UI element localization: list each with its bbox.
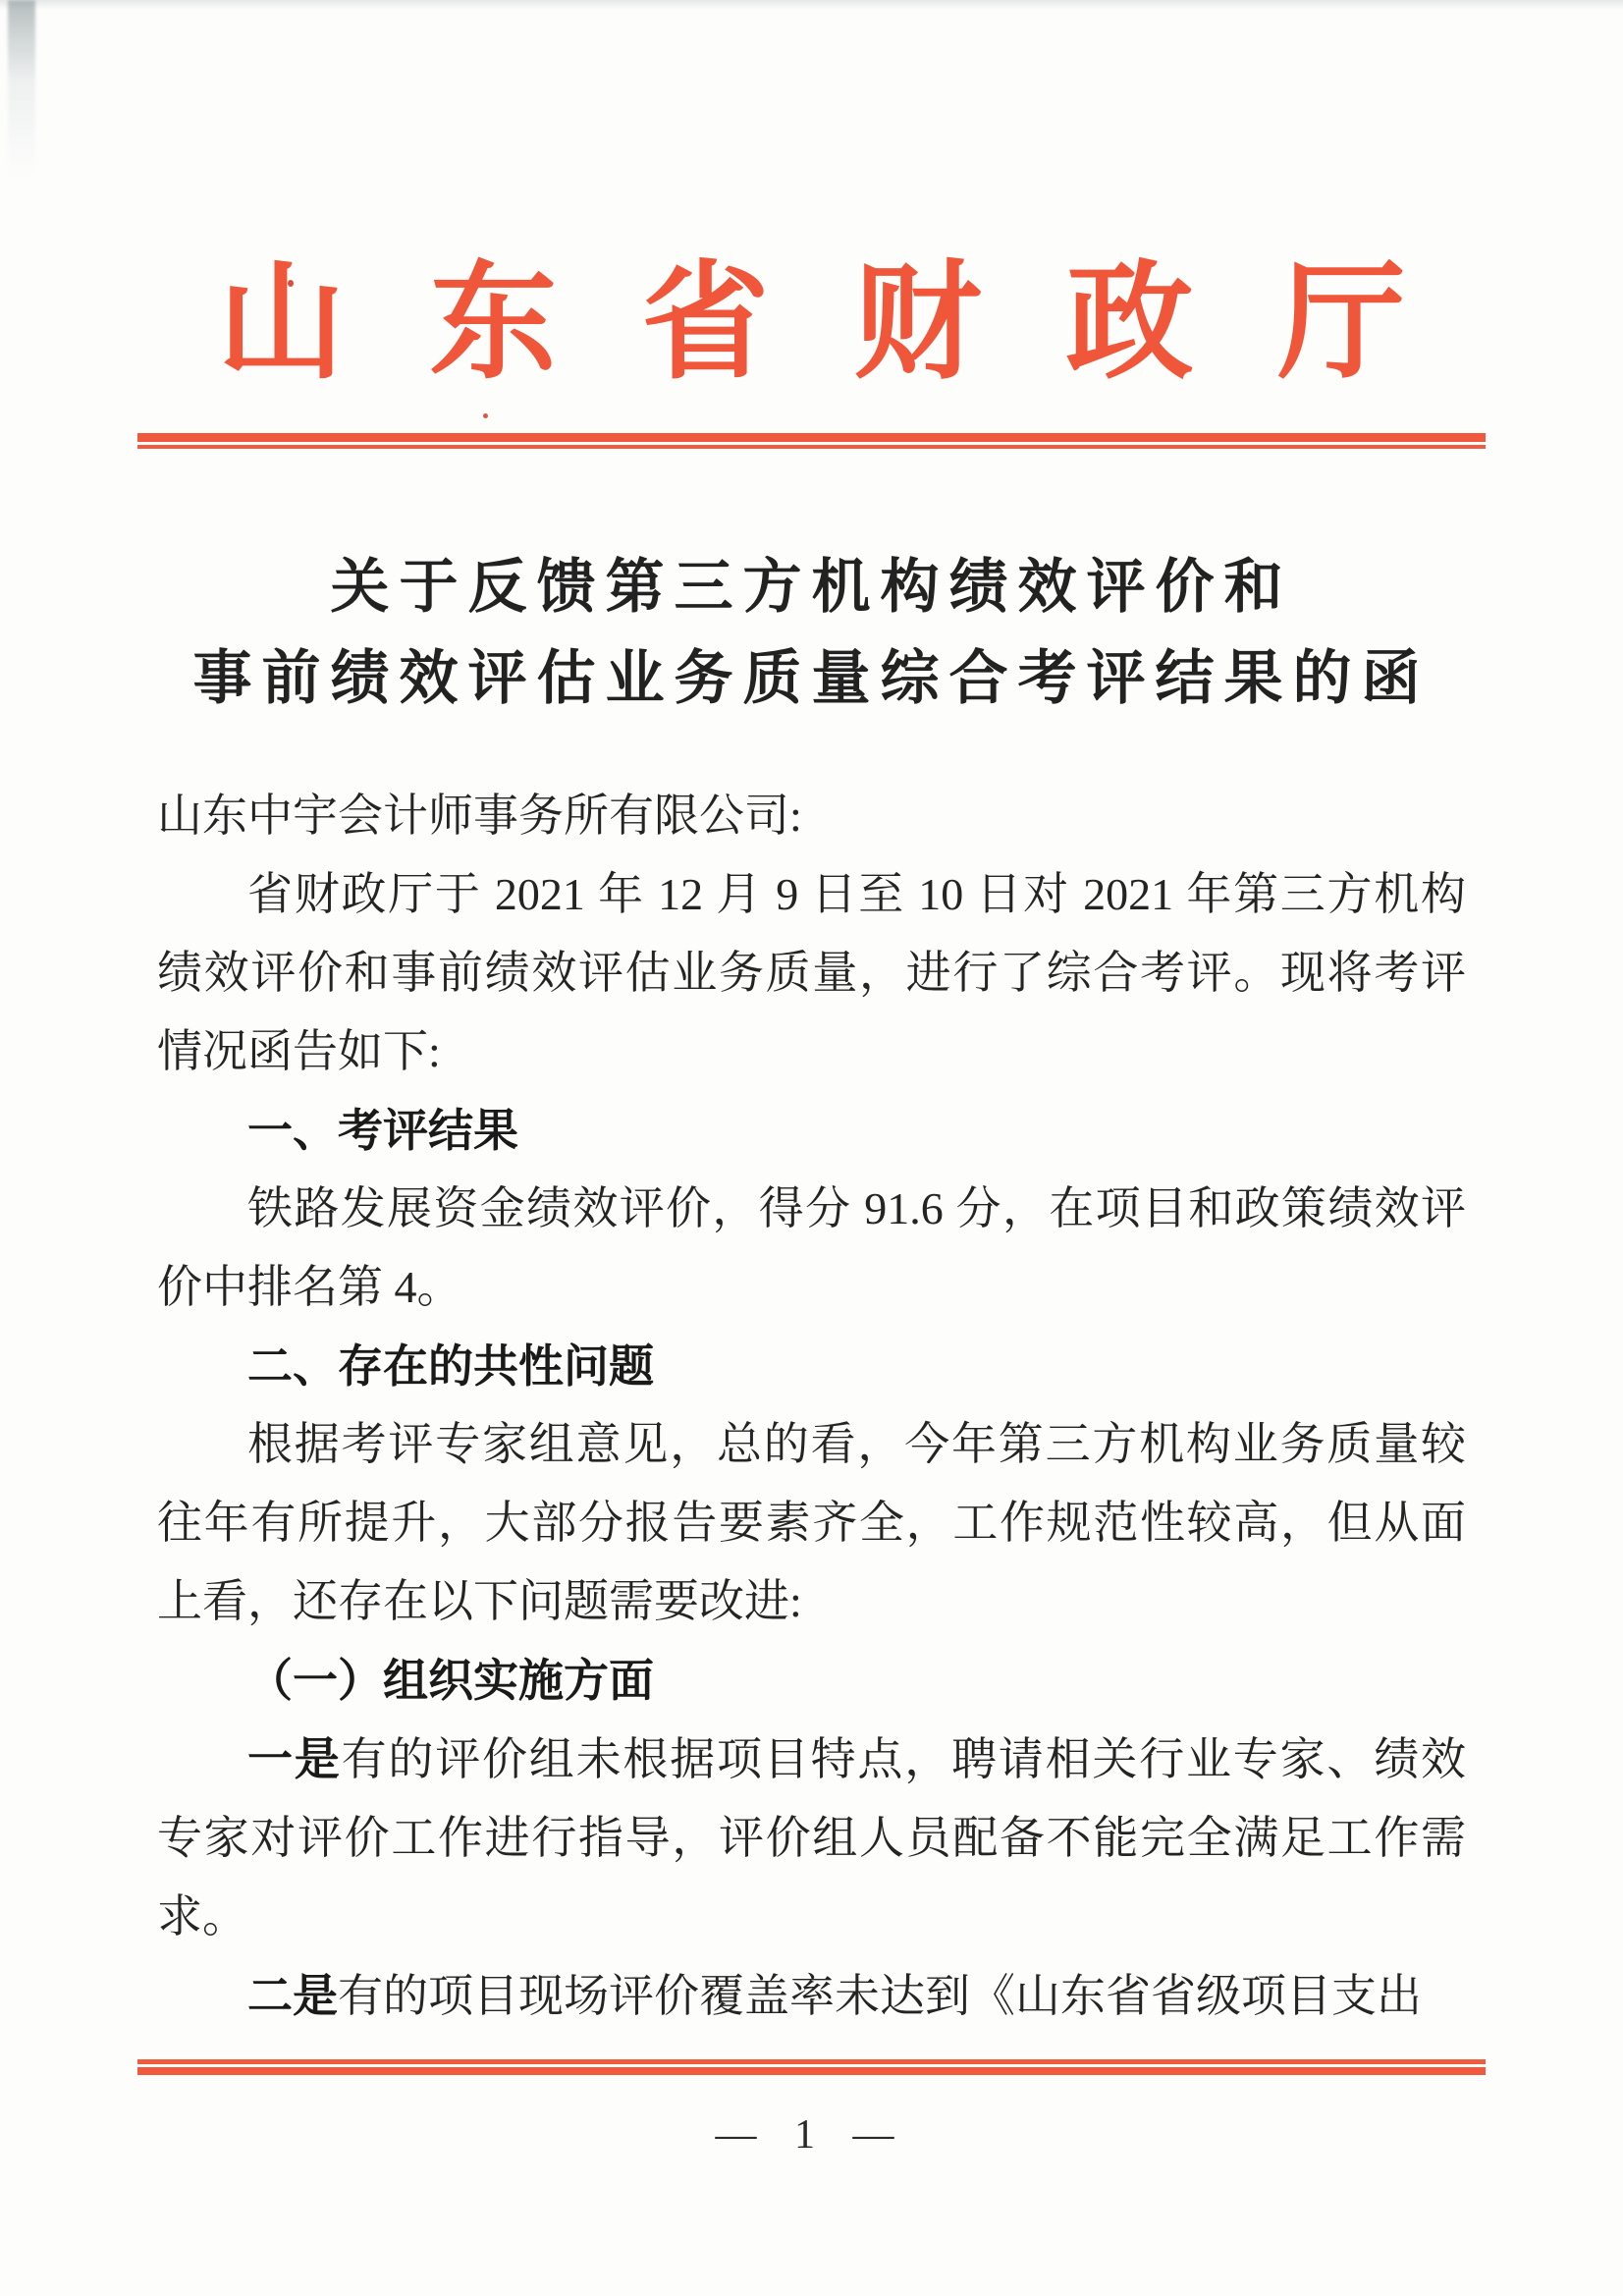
paragraph-intro: 省财政厅于 2021 年 12 月 9 日至 10 日对 2021 年第三方机构绩效评价和事前绩效评估业务质量，进行了综合考评。现将考评情况函告如下:	[157, 869, 1467, 1076]
scan-artifact-smudge	[8, 0, 35, 177]
page-number: — 1 —	[715, 2112, 908, 2158]
paragraph-issue-1	[157, 1720, 1466, 1956]
scan-artifact-speck	[483, 413, 488, 418]
salutation-recipient: 山东中宇会计师事务所有限公司:	[157, 791, 802, 841]
letterhead-agency-name: 山东省财政厅	[217, 253, 1490, 395]
document-title-line2: 事前绩效评估业务质量综合考评结果的函	[192, 646, 1431, 711]
subsection-heading-implementation: （一）组织实施方面	[247, 1655, 654, 1706]
paragraph-issue-2-lead: 二是	[247, 1970, 338, 2021]
paragraph-issue-1-lead: 一是	[247, 1733, 342, 1784]
paragraph-issue-2	[157, 1956, 1466, 2036]
paragraph-issue-1-text: 有的评价组未根据项目特点，聘请相关行业专家、绩效专家对评价工作进行指导，评价组人员配备不能完全满足工作需求。	[157, 1734, 1467, 1941]
section-heading-common-issues: 二、存在的共性问题	[247, 1340, 654, 1392]
footer-divider-rule	[137, 2059, 1486, 2075]
document-title	[0, 542, 1623, 725]
letterhead-divider-rule	[137, 433, 1486, 449]
scan-artifact-top-edge	[0, 0, 1623, 10]
section-heading-results: 一、考评结果	[247, 1105, 518, 1156]
document-body	[157, 777, 1466, 2036]
paragraph-issue-2-text: 有的项目现场评价覆盖率未达到《山东省省级项目支出	[338, 1971, 1422, 2021]
paragraph-expert-opinion: 根据考评专家组意见，总的看，今年第三方机构业务质量较往年有所提升，大部分报告要素齐全，工作规范性较高，但从面上看，还存在以下问题需要改进:	[157, 1419, 1466, 1626]
document-title-line1: 关于反馈第三方机构绩效评价和	[330, 555, 1293, 620]
paragraph-score: 铁路发展资金绩效评价，得分 91.6 分，在项目和政策绩效评价中排名第 4。	[157, 1183, 1466, 1312]
